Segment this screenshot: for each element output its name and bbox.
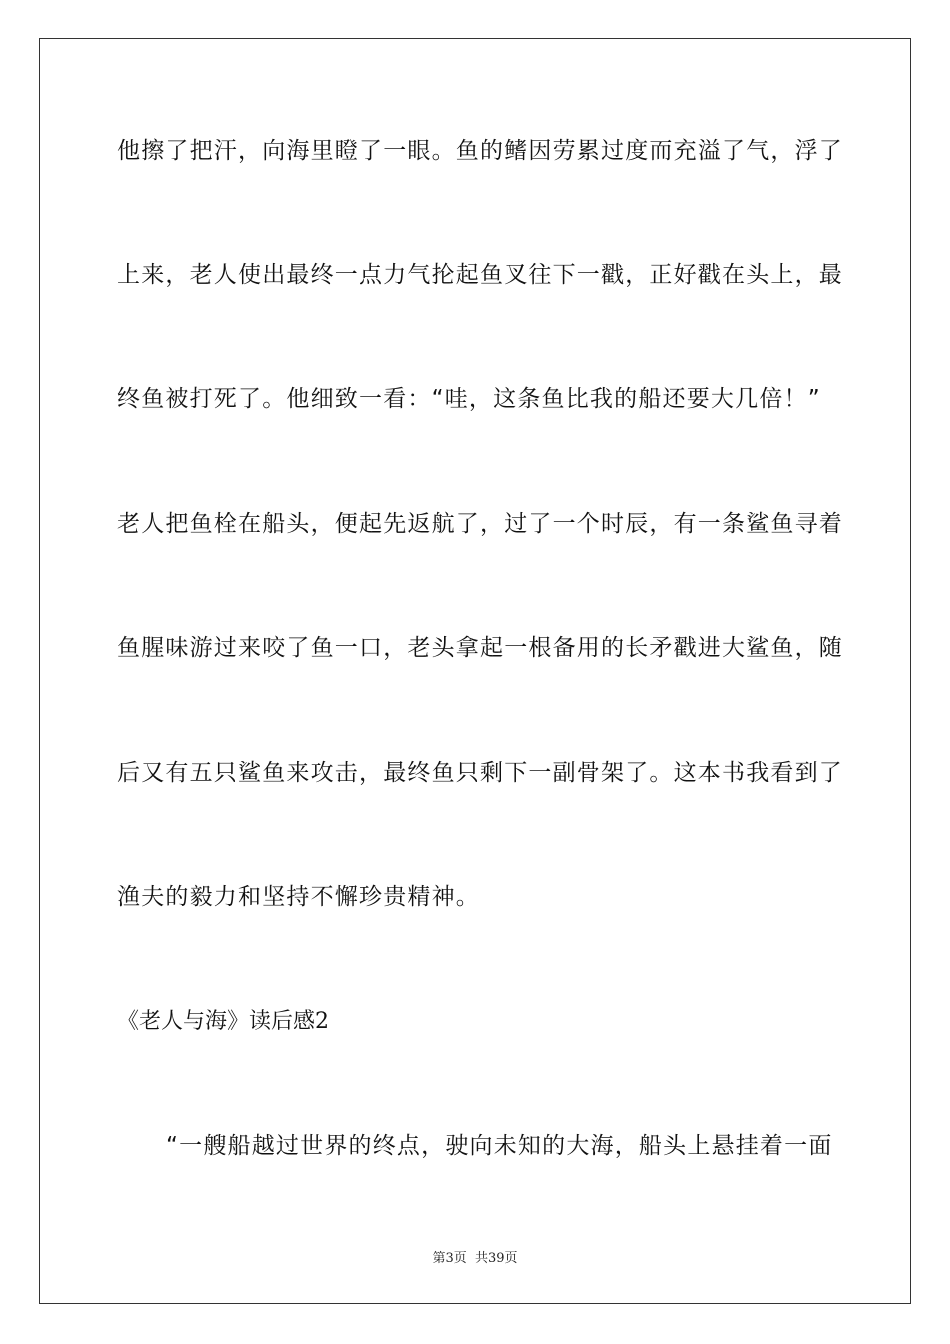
- body-line-4: 老人把鱼栓在船头，便起先返航了，过了一个时辰，有一条鲨鱼寻着: [117, 511, 843, 537]
- body-line-1: 他擦了把汗，向海里瞪了一眼。鱼的鳍因劳累过度而充溢了气，浮了: [117, 138, 843, 164]
- body-line-6: 后又有五只鲨鱼来攻击，最终鱼只剩下一副骨架了。这本书我看到了: [117, 760, 843, 786]
- body-line-5: 鱼腥味游过来咬了鱼一口，老头拿起一根备用的长矛戳进大鲨鱼，随: [117, 635, 843, 661]
- page-footer: [0, 1247, 950, 1266]
- page-total: 共39页: [474, 1251, 518, 1266]
- body-line-2: 上来，老人使出最终一点力气抡起鱼叉往下一戳，正好戳在头上，最: [117, 262, 843, 288]
- body-line-3: 终鱼被打死了。他细致一看：“哇，这条鱼比我的船还要大几倍！”: [117, 386, 821, 412]
- page-border: [39, 38, 911, 1304]
- page-number: 第3页: [432, 1251, 467, 1266]
- paragraph-2-line-1: “一艘船越过世界的终点，驶向未知的大海，船头上悬挂着一面: [166, 1133, 833, 1159]
- body-line-7: 渔夫的毅力和坚持不懈珍贵精神。: [117, 884, 480, 910]
- section-heading: 《老人与海》读后感2: [117, 1009, 329, 1034]
